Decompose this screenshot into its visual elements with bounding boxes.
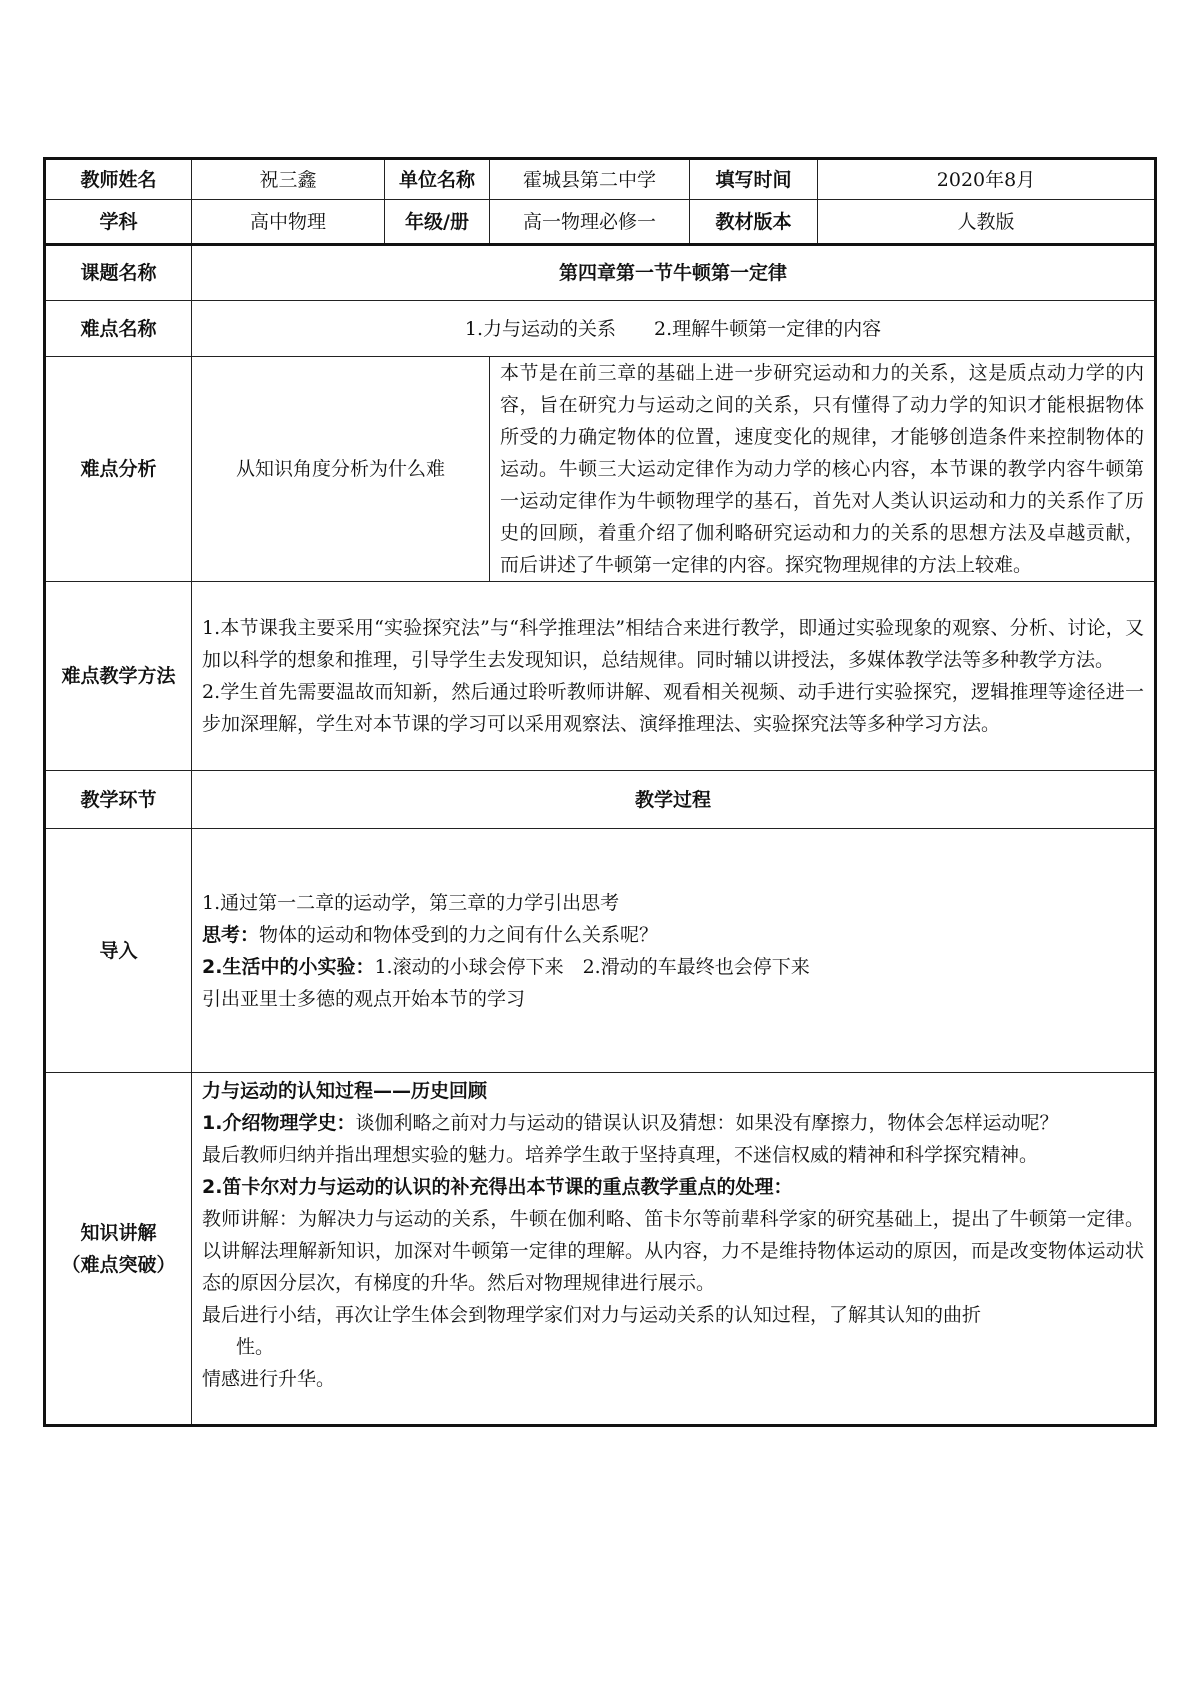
process-label: 教学过程 — [192, 771, 1156, 829]
knowledge-text — [192, 1073, 1156, 1426]
topic-value: 第四章第一节牛顿第一定律 — [192, 245, 1156, 301]
difficulty-row — [45, 301, 1156, 357]
intro-text — [192, 829, 1156, 1073]
subject-label: 学科 — [45, 200, 192, 245]
knowledge-label-line-2: （难点突破） — [61, 1253, 176, 1276]
process-stage-label: 教学环节 — [45, 771, 192, 829]
knowledge-paragraph-5: 最后进行小结，再次让学生体会到物理学家们对力与运动关系的认知过程，了解其认知的曲折 — [202, 1304, 982, 1326]
knowledge-paragraph-2: 最后教师归纳并指出理想实验的魅力。培养学生敢于坚持真理，不迷信权威的精神和科学探究精神。 — [202, 1144, 1039, 1166]
process-header-row — [45, 771, 1156, 829]
intro-label: 导入 — [45, 829, 192, 1073]
knowledge-paragraph-3: 2.笛卡尔对力与运动的认识的补充得出本节课的重点教学重点的处理： — [202, 1176, 793, 1198]
info-row-1 — [45, 159, 1156, 200]
intro-think-label: 思考： — [202, 923, 260, 946]
intro-line-4: 引出亚里士多德的观点开始本节的学习 — [202, 987, 526, 1010]
info-row-2 — [45, 200, 1156, 245]
knowledge-p1-label: 1.介绍物理学史： — [202, 1112, 356, 1134]
grade-value: 高一物理必修一 — [490, 200, 690, 245]
teacher-value: 祝三鑫 — [192, 159, 385, 200]
method-paragraph-1: 1.本节课我主要采用“实验探究法”与“科学推理法”相结合来进行教学，即通过实验现象的观察、分析、讨论，又加以科学的想象和推理，引导学生去发现知识，总结规律。同时辅以讲授法，多媒体教学法等多种教学方法。 — [202, 617, 1144, 671]
method-paragraph-2: 2.学生首先需要温故而知新，然后通过聆听教师讲解、观看相关视频、动手进行实验探究，逻辑推理等途径进一步加深理解，学生对本节课的学习可以采用观察法、演绎推理法、实验探究法等多种学习方法。 — [202, 681, 1144, 735]
edition-value: 人教版 — [818, 200, 1156, 245]
date-label: 填写时间 — [690, 159, 818, 200]
difficulty-label: 难点名称 — [45, 301, 192, 357]
knowledge-row — [45, 1073, 1156, 1426]
knowledge-paragraph-4: 教师讲解：为解决力与运动的关系，牛顿在伽利略、笛卡尔等前辈科学家的研究基础上，提出了牛顿第一定律。以讲解法理解新知识，加深对牛顿第一定律的理解。从内容，力不是维持物体运动的原因，而是改变物体运动状态的原因分层次，有梯度的升华。然后对物理规律进行展示。 — [202, 1208, 1144, 1294]
unit-label: 单位名称 — [385, 159, 490, 200]
method-label: 难点教学方法 — [45, 582, 192, 771]
difficulty-value: 1.力与运动的关系 2.理解牛顿第一定律的内容 — [192, 301, 1156, 357]
topic-row — [45, 245, 1156, 301]
topic-label: 课题名称 — [45, 245, 192, 301]
knowledge-label-line-1: 知识讲解 — [80, 1221, 157, 1244]
intro-line-2 — [202, 919, 1144, 951]
teacher-label: 教师姓名 — [45, 159, 192, 200]
intro-row — [45, 829, 1156, 1073]
intro-experiment-text: 1.滚动的小球会停下来 2.滑动的车最终也会停下来 — [374, 955, 810, 978]
knowledge-paragraph-5-tail: 性。 — [236, 1336, 275, 1358]
analysis-label: 难点分析 — [45, 357, 192, 582]
unit-value: 霍城县第二中学 — [490, 159, 690, 200]
knowledge-title: 力与运动的认知过程——历史回顾 — [202, 1080, 488, 1102]
subject-value: 高中物理 — [192, 200, 385, 245]
analysis-text: 本节是在前三章的基础上进一步研究运动和力的关系，这是质点动力学的内容，旨在研究力与运动之间的关系，只有懂得了动力学的知识才能根据物体所受的力确定物体的位置，速度变化的规律，才能够创造条件来控制物体的运动。牛顿三大运动定律作为动力学的核心内容，本节课的教学内容牛顿第一运动定律作为牛顿物理学的基石，首先对人类认识运动和力的关系作了历史的回顾，着重介绍了伽利略研究运动和力的关系的思想方法及卓越贡献，而后讲述了牛顿第一定律的内容。探究物理规律的方法上较难。 — [490, 357, 1156, 582]
intro-think-text: 物体的运动和物体受到的力之间有什么关系呢？ — [259, 923, 659, 946]
method-text — [192, 582, 1156, 771]
edition-label: 教材版本 — [690, 200, 818, 245]
knowledge-label — [45, 1073, 192, 1426]
intro-line-3 — [202, 951, 1144, 983]
grade-label: 年级/册 — [385, 200, 490, 245]
lesson-plan-table — [43, 157, 1157, 1427]
analysis-row — [45, 357, 1156, 582]
intro-line-1: 1.通过第一二章的运动学，第三章的力学引出思考 — [202, 891, 620, 914]
intro-experiment-label: 2.生活中的小实验： — [202, 955, 375, 978]
knowledge-paragraph-6: 情感进行升华。 — [202, 1368, 336, 1390]
date-value: 2020年8月 — [818, 159, 1156, 200]
knowledge-paragraph-1 — [202, 1107, 1144, 1139]
method-row — [45, 582, 1156, 771]
analysis-sub-label: 从知识角度分析为什么难 — [192, 357, 490, 582]
knowledge-p1-text: 谈伽利略之前对力与运动的错误认识及猜想：如果没有摩擦力，物体会怎样运动呢？ — [355, 1112, 1059, 1134]
